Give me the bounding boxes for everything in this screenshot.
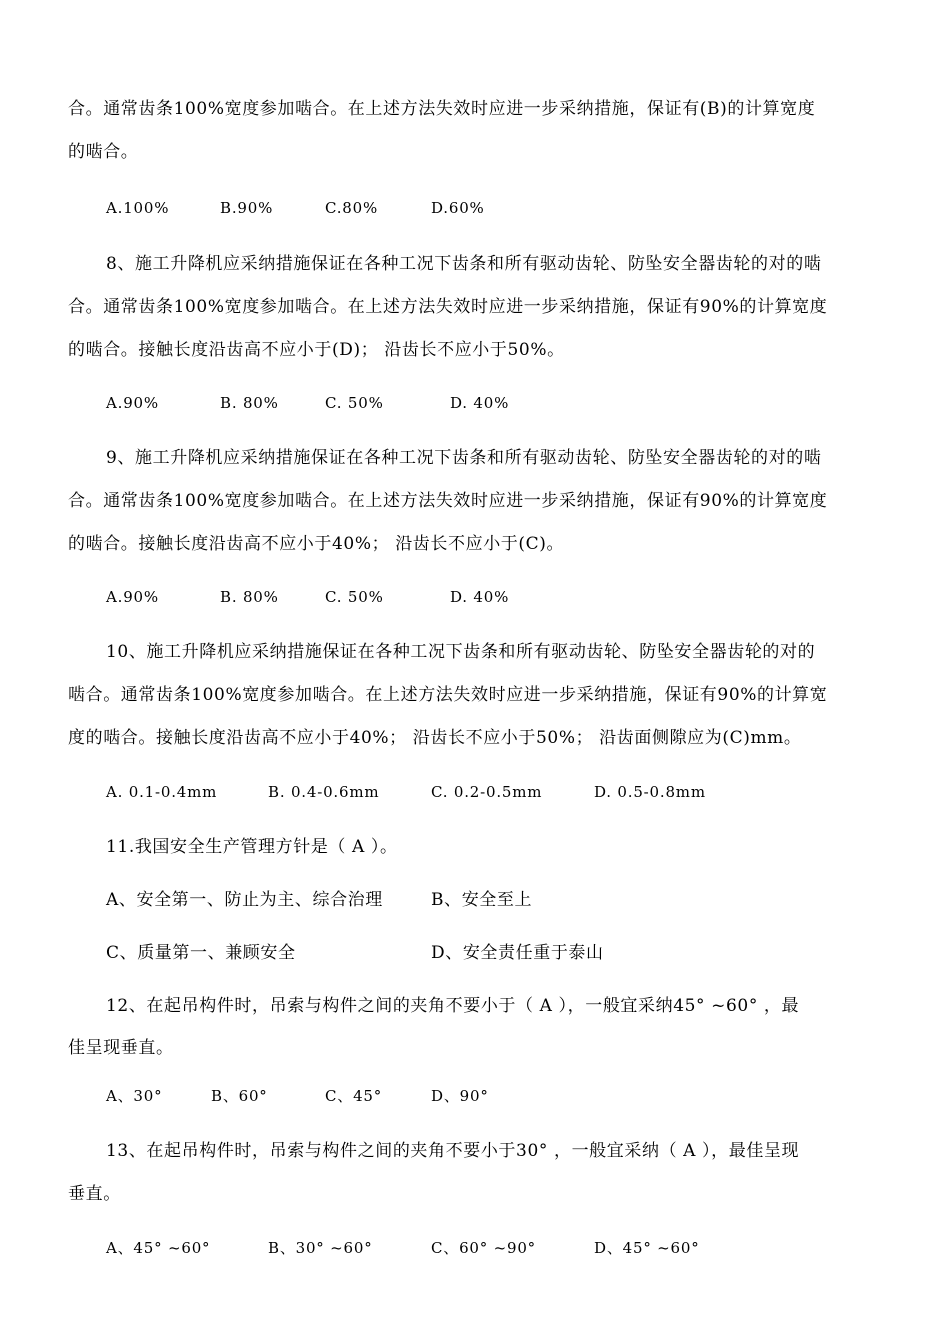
- q8-option-b: B. 80%: [220, 394, 279, 412]
- q8-text-line-2: 合。通常齿条100%宽度参加啮合。在上述方法失效时应进一步采纳措施，保证有90%的计算宽度: [68, 297, 828, 317]
- q9-option-b: B. 80%: [220, 588, 279, 606]
- q7-option-b: B.90%: [220, 199, 274, 217]
- q12-text-line-2: 佳呈现垂直。: [68, 1038, 174, 1058]
- q12-text-line-1: 12、在起吊构件时，吊索与构件之间的夹角不要小于（ A ），一般宜采纳45° ~60° ，最: [106, 996, 800, 1016]
- q8-option-d: D. 40%: [450, 394, 510, 412]
- q13-text-line-2: 垂直。: [68, 1184, 121, 1204]
- q13-text-line-1: 13、在起吊构件时，吊索与构件之间的夹角不要小于30° ，一般宜采纳（ A ），最佳呈现: [106, 1141, 800, 1161]
- q11-option-b: B、安全至上: [431, 890, 533, 910]
- q9-text-line-2: 合。通常齿条100%宽度参加啮合。在上述方法失效时应进一步采纳措施，保证有90%的计算宽度: [68, 491, 828, 511]
- q13-option-d: D、45° ~60°: [594, 1239, 700, 1257]
- q8-option-a: A.90%: [106, 394, 159, 412]
- q11-option-d: D、安全责任重于泰山: [431, 943, 604, 963]
- q9-text-line-1: 9、施工升降机应采纳措施保证在各种工况下齿条和所有驱动齿轮、防坠安全器齿轮的对的啮: [106, 448, 822, 468]
- q13-option-b: B、30° ~60°: [268, 1239, 373, 1257]
- q7-text-line-2: 的啮合。: [68, 142, 139, 162]
- q10-option-a: A. 0.1-0.4mm: [106, 783, 218, 801]
- q10-text-line-2: 啮合。通常齿条100%宽度参加啮合。在上述方法失效时应进一步采纳措施，保证有90%的计算宽: [68, 685, 828, 705]
- q12-option-d: D、90°: [431, 1087, 489, 1105]
- q9-option-c: C. 50%: [325, 588, 384, 606]
- q7-option-a: A.100%: [106, 199, 170, 217]
- q8-text-line-3: 的啮合。接触长度沿齿高不应小于(D)； 沿齿长不应小于50%。: [68, 340, 565, 360]
- q11-option-c: C、质量第一、兼顾安全: [106, 943, 296, 963]
- q11-text-line-1: 11.我国安全生产管理方针是（ A ）。: [106, 837, 398, 857]
- q7-option-d: D.60%: [431, 199, 485, 217]
- q7-option-c: C.80%: [325, 199, 379, 217]
- q11-option-a: A、安全第一、防止为主、综合治理: [106, 890, 383, 910]
- q12-option-b: B、60°: [211, 1087, 268, 1105]
- q12-option-c: C、45°: [325, 1087, 383, 1105]
- q9-text-line-3: 的啮合。接触长度沿齿高不应小于40%； 沿齿长不应小于(C)。: [68, 534, 565, 554]
- q10-text-line-3: 度的啮合。接触长度沿齿高不应小于40%； 沿齿长不应小于50%； 沿齿面侧隙应为(C)mm。: [68, 728, 802, 748]
- q10-option-b: B. 0.4-0.6mm: [268, 783, 380, 801]
- q10-option-c: C. 0.2-0.5mm: [431, 783, 543, 801]
- q10-option-d: D. 0.5-0.8mm: [594, 783, 706, 801]
- q13-option-c: C、60° ~90°: [431, 1239, 536, 1257]
- q10-text-line-1: 10、施工升降机应采纳措施保证在各种工况下齿条和所有驱动齿轮、防坠安全器齿轮的对的: [106, 642, 816, 662]
- q9-option-d: D. 40%: [450, 588, 510, 606]
- q13-option-a: A、45° ~60°: [106, 1239, 211, 1257]
- q8-option-c: C. 50%: [325, 394, 384, 412]
- q12-option-a: A、30°: [106, 1087, 163, 1105]
- q7-text-line-1: 合。通常齿条100%宽度参加啮合。在上述方法失效时应进一步采纳措施，保证有(B)的计算宽度: [68, 99, 816, 119]
- q9-option-a: A.90%: [106, 588, 159, 606]
- q8-text-line-1: 8、施工升降机应采纳措施保证在各种工况下齿条和所有驱动齿轮、防坠安全器齿轮的对的啮: [106, 254, 822, 274]
